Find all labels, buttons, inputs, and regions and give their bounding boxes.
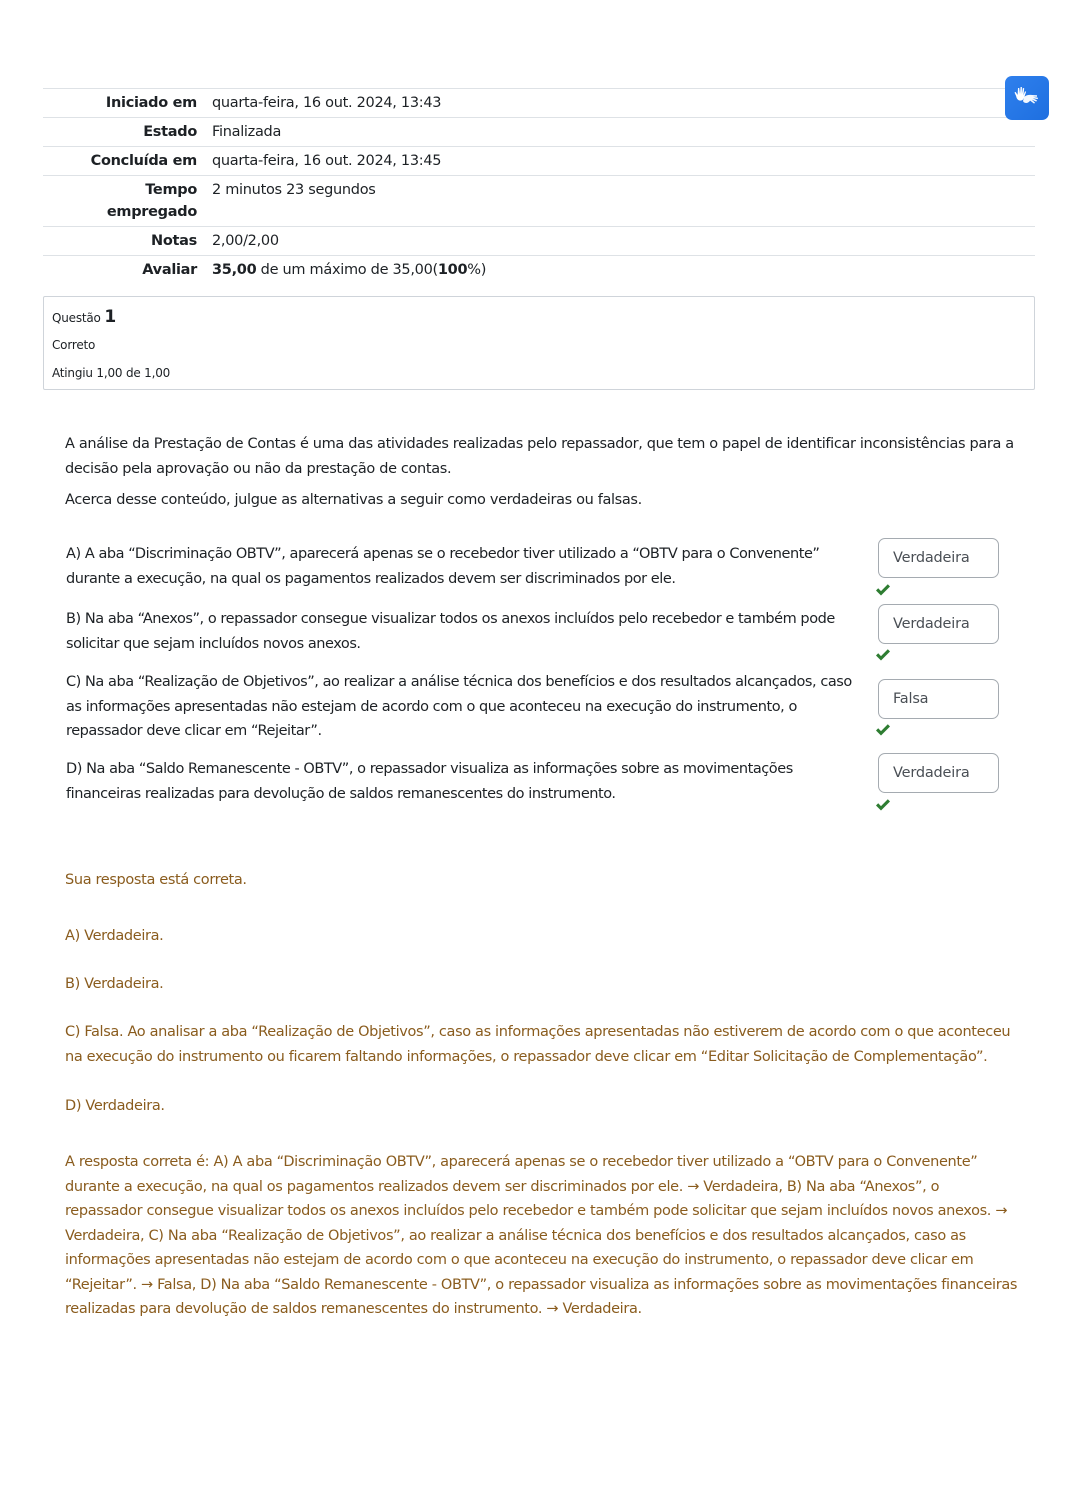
alternative-b-text: B) Na aba “Anexos”, o repassador consegue visualizar todos os anexos incluídos pelo recebedor e também pode solicitar que sejam incluídos novos anexos. [66, 611, 835, 652]
grade-percent: 100 [437, 262, 468, 278]
alternative-c-text: C) Na aba “Realização de Objetivos”, ao realizar a análise técnica dos benefícios e dos resultados alcançados, caso as informações apresentadas não estejam de acordo com o que aconteceu na execução do instrumento, o repassador deve clicar em “Rejeitar”. [66, 674, 852, 739]
feedback-a: A) Verdadeira. [65, 928, 164, 944]
alternative-a-text: A) A aba “Discriminação OBTV”, aparecerá apenas se o recebedor tiver utilizado a “OBTV para o Convenente” durante a execução, na qual os pagamentos realizados devem ser discriminados por ele. [66, 546, 820, 587]
question-number-value: 1 [104, 307, 116, 327]
summary-row-completed [43, 147, 1035, 176]
summary-row-time-taken [43, 176, 1035, 227]
correct-check-icon [875, 798, 891, 812]
question-grade: Atingiu 1,00 de 1,00 [52, 366, 171, 380]
alternative-d-select[interactable]: Verdadeira [878, 753, 999, 793]
summary-row-state [43, 118, 1035, 147]
feedback-b: B) Verdadeira. [65, 976, 164, 992]
question-state: Correto [52, 338, 96, 352]
summary-value: quarta-feira, 16 out. 2024, 13:45 [212, 153, 442, 169]
summary-value: Finalizada [212, 124, 282, 140]
summary-row-grade [43, 256, 1035, 285]
summary-label: Tempo empregado [106, 182, 197, 220]
summary-row-marks [43, 227, 1035, 256]
summary-label: Notas [151, 233, 197, 249]
summary-row-started [43, 89, 1035, 118]
summary-label: Concluída em [90, 153, 197, 169]
question-text [65, 432, 1025, 520]
attempt-summary-table [43, 88, 1035, 284]
summary-value: quarta-feira, 16 out. 2024, 13:43 [212, 95, 442, 111]
correct-check-icon [875, 648, 891, 662]
grade-score: 35,00 [212, 262, 257, 278]
question-instruction: Acerca desse conteúdo, julgue as alternativas a seguir como verdadeiras ou falsas. [65, 492, 642, 508]
correct-check-icon [875, 723, 891, 737]
correct-check-icon [875, 583, 891, 597]
sign-language-hands-icon [1013, 85, 1041, 111]
grade-max: de um máximo de 35,00( [256, 262, 438, 278]
feedback-d: D) Verdadeira. [65, 1098, 165, 1114]
summary-value: 2 minutos 23 segundos [212, 182, 376, 198]
alternative-b-select[interactable]: Verdadeira [878, 604, 999, 644]
feedback-right-answer: A resposta correta é: A) A aba “Discriminação OBTV”, aparecerá apenas se o recebedor tiver utilizado a “OBTV para o Convenente” durante a execução, na qual os pagamentos realizados devem ser discriminados por ele. → Verdadeira, B) Na aba “Anexos”, o repassador consegue visualizar todos os anexos incluídos pelo recebedor e também pode solicitar que sejam incluídos novos anexos. → Verdadeira, C) Na aba “Realização de Objetivos”, ao realizar a análise técnica dos benefícios e dos resultados alcançados, caso as informações apresentadas não estejam de acordo com o que aconteceu na execução do instrumento, o repassador deve clicar em “Rejeitar”. → Falsa, D) Na aba “Saldo Remanescente - OBTV”, o repassador visualiza as informações sobre as movimentações financeiras realizadas para devolução de saldos remanescentes do instrumento. → Verdadeira. [65, 1154, 1018, 1317]
summary-value: 2,00/2,00 [212, 233, 279, 249]
accessibility-button[interactable] [1005, 76, 1049, 120]
question-label: Questão [52, 311, 101, 325]
question-intro: A análise da Prestação de Contas é uma das atividades realizadas pelo repassador, que tem o papel de identificar inconsistências para a decisão pela aprovação ou não da prestação de contas. [65, 436, 1014, 477]
summary-value [205, 256, 1035, 285]
alternative-c-select[interactable]: Falsa [878, 679, 999, 719]
summary-label: Estado [143, 124, 197, 140]
question-number [52, 303, 1026, 331]
feedback-c: C) Falsa. Ao analisar a aba “Realização de Objetivos”, caso as informações apresentadas não estiverem de acordo com o que aconteceu na execução do instrumento ou ficarem faltando informações, o repassador deve clicar em “Editar Solicitação de Complementação”. [65, 1024, 1011, 1065]
alternative-a-select[interactable]: Verdadeira [878, 538, 999, 578]
feedback-status: Sua resposta está correta. [65, 872, 247, 888]
summary-label: Avaliar [142, 262, 197, 278]
grade-percent-suffix: %) [467, 262, 487, 278]
summary-label: Iniciado em [105, 95, 197, 111]
alternative-d-text: D) Na aba “Saldo Remanescente - OBTV”, o repassador visualiza as informações sobre as movimentações financeiras realizadas para devolução de saldos remanescentes do instrumento. [66, 761, 793, 802]
question-info-box [43, 296, 1035, 390]
